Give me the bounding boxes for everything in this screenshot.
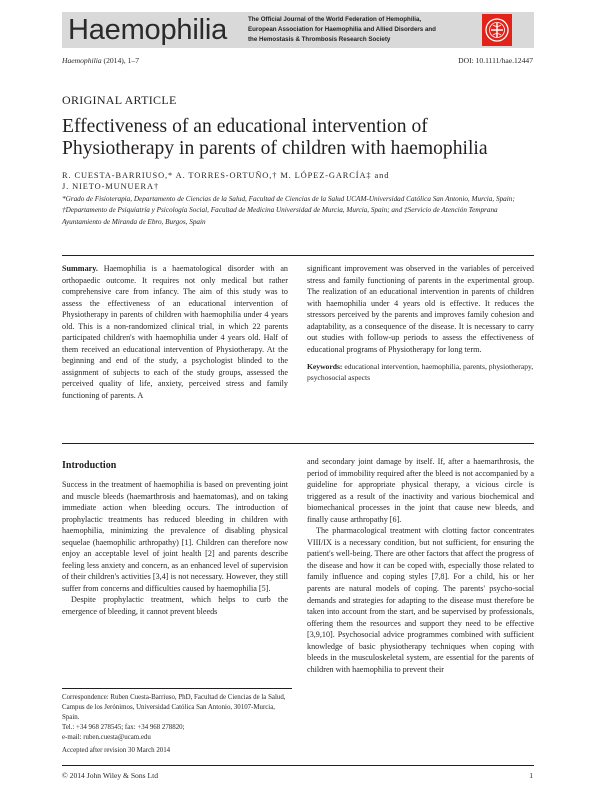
correspondence-address: Correspondence: Ruben Cuesta-Barriuso, PhD, Facultad de Ciencias de la Salud, Campus de los Jerónimos, Universidad Católica San Antonio, 30107-Murcia, Spain. <box>62 694 286 721</box>
author-affiliations: *Grado de Fisioterapia, Departamento de Ciencias de la Salud, Facultad de Ciencias de la Salud UCAM-Universidad Católica San Antonio, Murcia, Spain; †Departamento de Psiquiatría y Psicología Social, Facultad de Medicina Universidad de Murcia, Murcia, Spain; and ‡Servicio de Atención Temprana Ayuntamiento de Miranda de Ebro, Burgos, Spain <box>62 195 515 226</box>
keywords-label: Keywords: <box>307 362 343 372</box>
summary-right <box>307 263 534 383</box>
summary-text: Haemophilia is a haematological disorder with an orthopaedic outcome. It requires not only medical but rather comprehensive care from infancy. The aim of this study was to assess the effectiveness of an educational intervention of Physiotherapy in parents of children with haemophilia under 4 years old. This is a non-randomized clinical trial, in which 22 parents participated children's with haemophilia under 4 years old. Half of them received an educational intervention of Physiotherapy. At the beginning and end of the study, a psychologist blinded to the assignment of subjects to each of the study groups, assessed the perceived quality of life, anxiety, perceived stress and family functioning of parents. A <box>62 264 288 401</box>
article-title <box>62 116 532 160</box>
paragraph: The pharmacological treatment with clotting factor concentrates VIII/IX is a necessary condition, but not sufficient, for ensuring the patient's well-being. There are other factors that affect the progress of the disease and how it can be coped with, especially those related to family influence and coping styles [7,8]. For a child, his or her parents are natural models of coping. The parents' psycho-social demands and strategies for adapting to the disease must therefore be taken into account from the start, and be supervised by professionals, offering them the resources and support they need to be effective [3,9,10]. Psychosocial advice programmes combined with sufficient knowledge of basic physiotherapy techniques when coping with bleeds in the musculoskeletal system, are essential for the parents of children with haemophilia to prevent their <box>307 526 534 674</box>
author-line: J. NIETO-MUNUERA† <box>62 182 160 192</box>
footnote-divider <box>62 688 292 689</box>
article-type: ORIGINAL ARTICLE <box>62 93 177 107</box>
journal-affiliation <box>248 15 480 44</box>
page-number: 1 <box>529 771 533 780</box>
correspondence <box>62 693 292 756</box>
paragraph: Despite prophylactic treatment, which helps to curb the emergence of bleeding, it cannot prevent bleeds <box>62 595 288 617</box>
author-list <box>62 170 534 193</box>
summary-left <box>62 263 288 402</box>
copyright: © 2014 John Wiley & Sons Ltd <box>62 771 159 780</box>
journal-affiliation-line: European Association for Haemophilia and Allied Disorders and <box>248 25 436 33</box>
paragraph: and secondary joint damage by itself. If, after a haemarthrosis, the period of immobility required after the bleed is not accompanied by a guideline for appropriate physical therapy, a vicious circle is triggered as a result of the inactivity and various biochemical and biomechanical processes in the joint that cause new bleeds, and finally cause arthropathy [6]. <box>307 457 534 524</box>
citation-journal: Haemophilia <box>62 56 102 65</box>
intro-right-column <box>307 456 534 675</box>
divider <box>62 443 534 444</box>
article-title-line: Effectiveness of an educational intervention of <box>62 116 428 137</box>
citation <box>62 56 139 65</box>
correspondence-email[interactable]: e-mail: ruben.cuesta@ucam.edu <box>62 734 151 741</box>
summary-label: Summary. <box>62 264 98 273</box>
divider <box>62 255 534 256</box>
intro-left-column <box>62 479 288 618</box>
correspondence-phone: Tel.: +34 968 278545; fax: +34 968 278820; <box>62 724 185 731</box>
journal-affiliation-line: the Hemostasis & Thrombosis Research Society <box>248 35 391 43</box>
wfh-seal-icon <box>482 14 512 46</box>
doi[interactable]: DOI: 10.1111/hae.12447 <box>458 56 533 65</box>
footer-divider <box>62 765 534 766</box>
paragraph: Success in the treatment of haemophilia is based on preventing joint and muscle bleeds (haemarthrosis and haematomas), and on taking immediate action when bleeding occurs. The introduction of prophylactic treatments has reduced bleeding in children with haemophilia, minimizing the prevalence of disabling physical sequelae (haemophilic arthropathy) [1]. Children can therefore now enjoy an acceptable level of joint health [2] and parents describe feeling less anxiety and concern, as an enhanced level of supervision of their children's activities [3,4] is not necessary. However, they still suffer from concerns and difficulties caused by haemophilia [5]. <box>62 480 288 593</box>
section-heading: Introduction <box>62 460 117 471</box>
author-line: R. CUESTA-BARRIUSO,* A. TORRES-ORTUÑO,† M. LÓPEZ-GARCÍA‡ and <box>62 171 390 180</box>
summary-text-continued: significant improvement was observed in the variables of perceived stress and family functioning of parents in the experimental group. The realization of an educational intervention in parents of children with haemophilia under 4 years old is effective. It reduces the stressors perceived by the parents and improves family cohesion and adaptability, as a consequence of the disease. It is necessary to carry out studies with follow-up periods to assess the effectiveness of educational programs of Physiotherapy for long term. <box>307 264 534 354</box>
accepted-date: Accepted after revision 30 March 2014 <box>62 747 171 754</box>
citation-volume: (2014), 1–7 <box>101 56 139 65</box>
article-title-line: Physiotherapy in parents of children with haemophilia <box>62 138 488 159</box>
keywords: educational intervention, haemophilia, parents, physiotherapy, psychosocial aspects <box>307 362 534 383</box>
journal-name: Haemophilia <box>68 14 227 46</box>
journal-affiliation-line: The Official Journal of the World Federation of Hemophilia, <box>248 16 422 23</box>
